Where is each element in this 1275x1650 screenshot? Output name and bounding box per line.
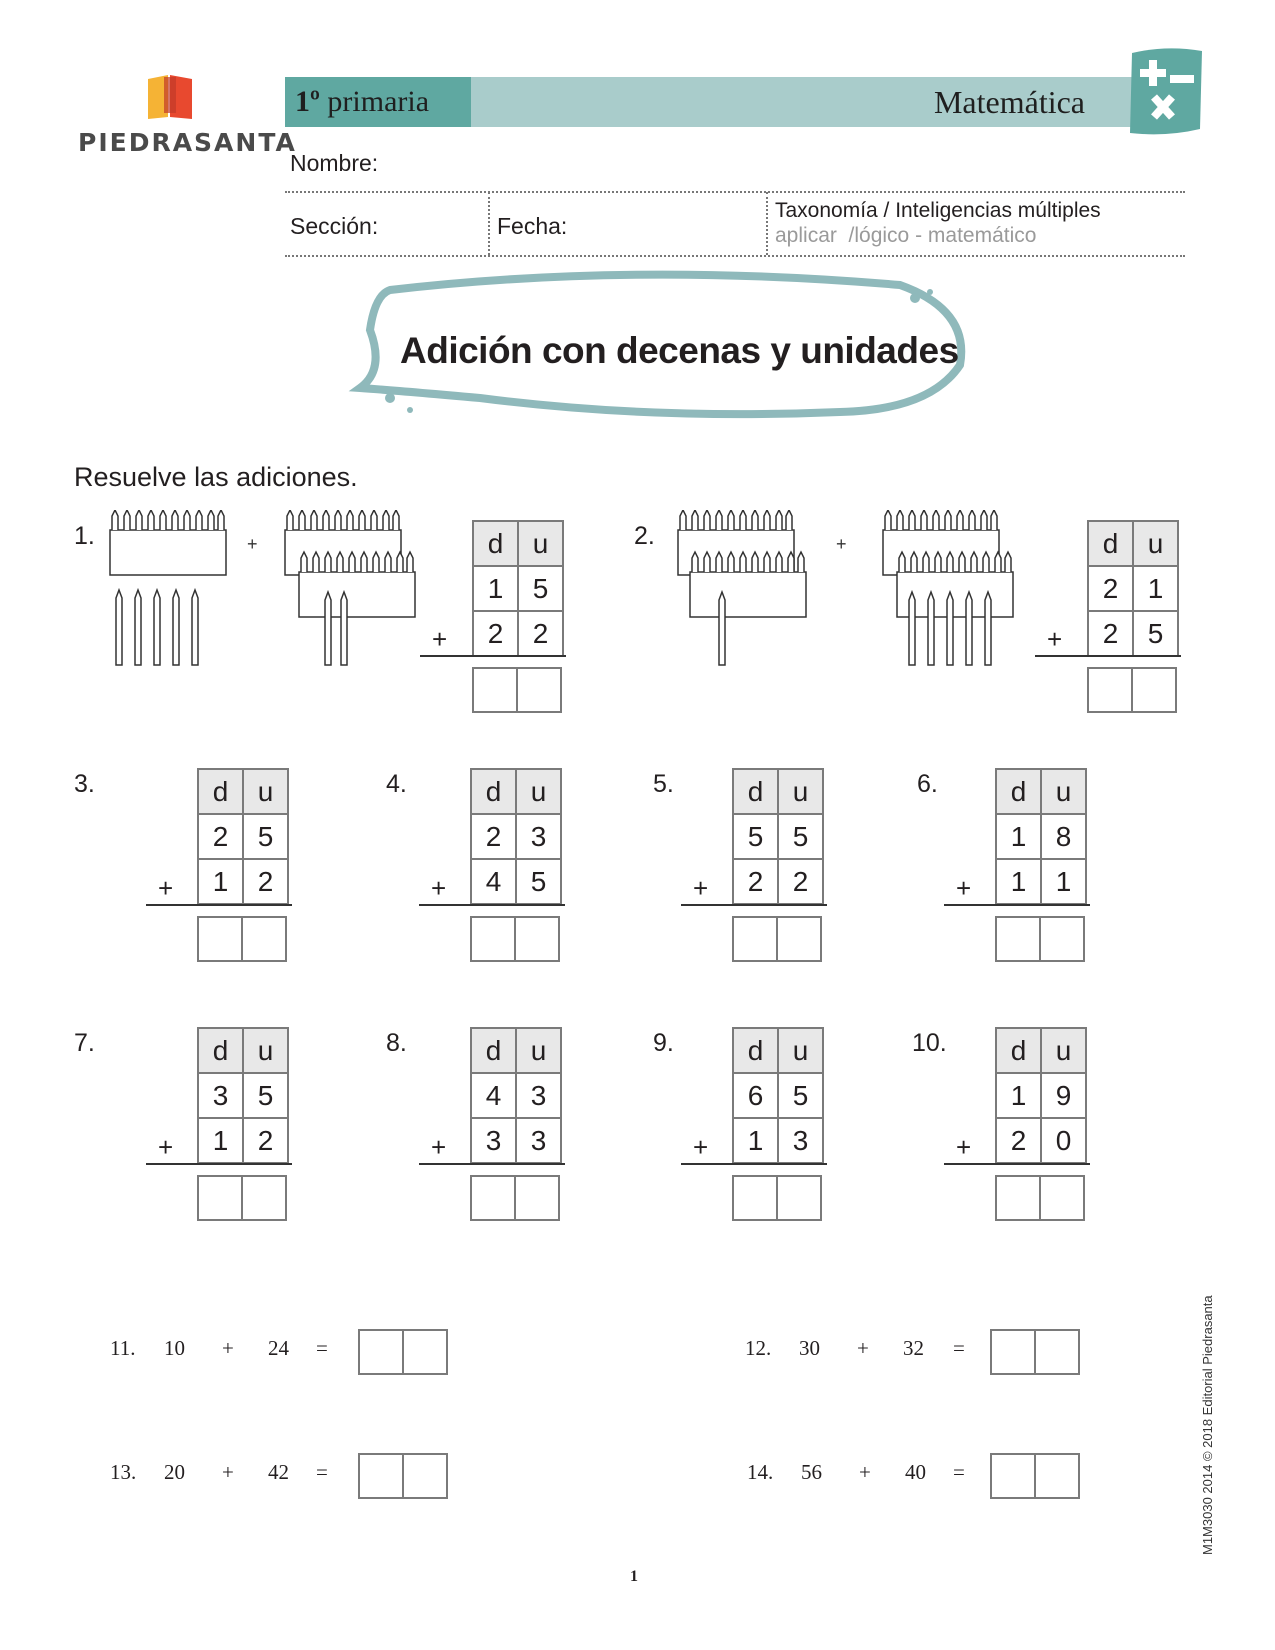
answer-boxes	[990, 1329, 1078, 1375]
du-table	[470, 1027, 562, 1164]
digit: 1	[473, 566, 518, 611]
answer-decenas-box[interactable]	[995, 916, 1041, 962]
fecha-field[interactable]: Fecha:	[497, 213, 568, 239]
answer-boxes	[732, 916, 820, 962]
sum-line	[419, 1163, 565, 1165]
answer-decenas-box[interactable]	[197, 916, 243, 962]
exercise-number: 4.	[386, 770, 407, 798]
digit: 2	[243, 859, 288, 904]
addend: 10	[164, 1336, 185, 1360]
decenas-header: d	[471, 1028, 516, 1073]
sum-line	[146, 904, 292, 906]
answer-decenas-box[interactable]	[472, 667, 518, 713]
digit: 2	[471, 814, 516, 859]
plus-sign: +	[857, 1336, 869, 1360]
du-table	[995, 768, 1087, 905]
crayon-tens-illustration	[676, 510, 1016, 670]
digit: 1	[996, 859, 1041, 904]
unidades-header: u	[518, 521, 563, 566]
unidades-header: u	[516, 769, 561, 814]
digit: 1	[1041, 859, 1086, 904]
digit: 3	[516, 1118, 561, 1163]
digit: 2	[473, 611, 518, 656]
answer-decenas-box[interactable]	[990, 1329, 1036, 1375]
answer-boxes	[358, 1329, 446, 1375]
digit: 4	[471, 859, 516, 904]
answer-unidades-box[interactable]	[1034, 1329, 1080, 1375]
answer-unidades-box[interactable]	[516, 667, 562, 713]
digit: 8	[1041, 814, 1086, 859]
copyright-side-text: M1M3030 2014 © 2018 Editorial Piedrasanta	[1200, 1295, 1215, 1555]
answer-unidades-box[interactable]	[1039, 916, 1085, 962]
digit: 5	[1133, 611, 1178, 656]
divider	[766, 192, 768, 255]
sum-line	[681, 904, 827, 906]
answer-boxes	[990, 1453, 1078, 1499]
answer-unidades-box[interactable]	[776, 1175, 822, 1221]
exercise-number: 10.	[912, 1029, 947, 1057]
answer-decenas-box[interactable]	[470, 916, 516, 962]
page-number: 1	[630, 1568, 638, 1585]
answer-boxes	[358, 1453, 446, 1499]
crayon-tens-illustration	[108, 510, 418, 670]
digit: 3	[198, 1073, 243, 1118]
answer-unidades-box[interactable]	[1131, 667, 1177, 713]
digit: 5	[243, 1073, 288, 1118]
unidades-header: u	[243, 1028, 288, 1073]
digit: 3	[516, 814, 561, 859]
taxonomia-label: Taxonomía / Inteligencias múltiples	[775, 199, 1101, 222]
du-table	[1087, 520, 1179, 657]
answer-decenas-box[interactable]	[197, 1175, 243, 1221]
addend: 42	[268, 1460, 289, 1484]
unidades-header: u	[1041, 769, 1086, 814]
decenas-header: d	[198, 769, 243, 814]
answer-unidades-box[interactable]	[514, 916, 560, 962]
plus-sign: +	[1047, 624, 1063, 654]
plus-sign: +	[431, 1132, 447, 1162]
answer-boxes	[197, 916, 285, 962]
digit: 1	[198, 1118, 243, 1163]
decenas-header: d	[996, 769, 1041, 814]
taxonomia-value: aplicar /lógico - matemático	[775, 224, 1037, 247]
du-table	[197, 1027, 289, 1164]
exercise-number: 2.	[634, 522, 655, 550]
plus-sign: +	[956, 873, 972, 903]
divider	[285, 191, 1185, 193]
digit: 9	[1041, 1073, 1086, 1118]
digit: 3	[516, 1073, 561, 1118]
answer-boxes	[1087, 667, 1175, 713]
answer-decenas-box[interactable]	[732, 1175, 778, 1221]
digit: 2	[198, 814, 243, 859]
exercise-number: 12.	[745, 1336, 772, 1360]
plus-sign: +	[158, 873, 174, 903]
answer-decenas-box[interactable]	[358, 1453, 404, 1499]
answer-unidades-box[interactable]	[514, 1175, 560, 1221]
decenas-header: d	[198, 1028, 243, 1073]
digit: 2	[518, 611, 563, 656]
unidades-header: u	[1133, 521, 1178, 566]
digit: 1	[996, 814, 1041, 859]
page-title: Adición con decenas y unidades	[400, 330, 959, 371]
digit: 2	[996, 1118, 1041, 1163]
digit: 5	[516, 859, 561, 904]
grade-label: 1º primaria	[285, 77, 471, 127]
du-table	[732, 1027, 824, 1164]
divider	[488, 192, 490, 255]
svg-text:+: +	[836, 534, 847, 554]
answer-unidades-box[interactable]	[402, 1329, 448, 1375]
sum-line	[419, 904, 565, 906]
addend: 56	[801, 1460, 822, 1484]
sum-line	[944, 904, 1090, 906]
digit: 5	[243, 814, 288, 859]
equals-sign: =	[316, 1336, 328, 1360]
answer-boxes	[472, 667, 560, 713]
unidades-header: u	[516, 1028, 561, 1073]
exercise-number: 14.	[747, 1460, 774, 1484]
unidades-header: u	[778, 1028, 823, 1073]
digit: 5	[778, 1073, 823, 1118]
answer-boxes	[732, 1175, 820, 1221]
plus-sign: +	[222, 1336, 234, 1360]
answer-boxes	[470, 1175, 558, 1221]
unidades-header: u	[243, 769, 288, 814]
digit: 2	[243, 1118, 288, 1163]
du-table	[732, 768, 824, 905]
addend: 40	[905, 1460, 926, 1484]
unidades-header: u	[778, 769, 823, 814]
digit: 2	[1088, 611, 1133, 656]
digit: 1	[198, 859, 243, 904]
digit: 1	[733, 1118, 778, 1163]
plus-sign: +	[431, 873, 447, 903]
sum-line	[1035, 655, 1181, 657]
answer-unidades-box[interactable]	[1039, 1175, 1085, 1221]
answer-boxes	[995, 1175, 1083, 1221]
exercise-number: 13.	[110, 1460, 137, 1484]
answer-unidades-box[interactable]	[241, 916, 287, 962]
du-table	[197, 768, 289, 905]
answer-unidades-box[interactable]	[402, 1453, 448, 1499]
digit: 3	[778, 1118, 823, 1163]
exercise-number: 11.	[110, 1336, 136, 1360]
plus-sign: +	[956, 1132, 972, 1162]
decenas-header: d	[471, 769, 516, 814]
sum-line	[420, 655, 566, 657]
unidades-header: u	[1041, 1028, 1086, 1073]
decenas-header: d	[996, 1028, 1041, 1073]
exercise-number: 8.	[386, 1029, 407, 1057]
digit: 4	[471, 1073, 516, 1118]
digit: 2	[778, 859, 823, 904]
answer-boxes	[197, 1175, 285, 1221]
book-logo-icon	[146, 73, 194, 121]
answer-decenas-box[interactable]	[990, 1453, 1036, 1499]
sum-line	[681, 1163, 827, 1165]
exercise-number: 3.	[74, 770, 95, 798]
subject-title: Matemática	[933, 84, 1085, 120]
digit: 2	[733, 859, 778, 904]
plus-sign: +	[693, 873, 709, 903]
plus-sign: +	[859, 1460, 871, 1484]
du-table	[472, 520, 564, 657]
digit: 5	[778, 814, 823, 859]
divider	[285, 255, 1185, 257]
decenas-header: d	[733, 1028, 778, 1073]
addend: 32	[903, 1336, 924, 1360]
answer-unidades-box[interactable]	[241, 1175, 287, 1221]
digit: 5	[518, 566, 563, 611]
decenas-header: d	[473, 521, 518, 566]
brand-name: PIEDRASANTA	[78, 128, 297, 157]
exercise-number: 5.	[653, 770, 674, 798]
addend: 30	[799, 1336, 820, 1360]
answer-decenas-box[interactable]	[358, 1329, 404, 1375]
answer-decenas-box[interactable]	[1087, 667, 1133, 713]
nombre-field[interactable]: Nombre:	[290, 150, 379, 176]
plus-sign: +	[158, 1132, 174, 1162]
answer-decenas-box[interactable]	[995, 1175, 1041, 1221]
equals-sign: =	[953, 1336, 965, 1360]
equals-sign: =	[316, 1460, 328, 1484]
digit: 1	[996, 1073, 1041, 1118]
exercise-number: 1.	[74, 522, 95, 550]
decenas-header: d	[1088, 521, 1133, 566]
sum-line	[944, 1163, 1090, 1165]
exercise-number: 6.	[917, 770, 938, 798]
svg-text:+: +	[247, 534, 258, 554]
digit: 2	[1088, 566, 1133, 611]
sum-line	[146, 1163, 292, 1165]
plus-sign: +	[222, 1460, 234, 1484]
answer-unidades-box[interactable]	[1034, 1453, 1080, 1499]
equals-sign: =	[953, 1460, 965, 1484]
digit: 3	[471, 1118, 516, 1163]
du-table	[470, 768, 562, 905]
decenas-header: d	[733, 769, 778, 814]
addend: 24	[268, 1336, 289, 1360]
addend: 20	[164, 1460, 185, 1484]
digit: 0	[1041, 1118, 1086, 1163]
instruction: Resuelve las adiciones.	[74, 462, 358, 492]
answer-unidades-box[interactable]	[776, 916, 822, 962]
digit: 5	[733, 814, 778, 859]
digit: 1	[1133, 566, 1178, 611]
plus-sign: +	[432, 624, 448, 654]
exercise-number: 7.	[74, 1029, 95, 1057]
seccion-field[interactable]: Sección:	[290, 213, 379, 239]
du-table	[995, 1027, 1087, 1164]
answer-decenas-box[interactable]	[732, 916, 778, 962]
plus-sign: +	[693, 1132, 709, 1162]
exercise-number: 9.	[653, 1029, 674, 1057]
answer-boxes	[995, 916, 1083, 962]
math-operations-icon	[1126, 45, 1206, 140]
answer-decenas-box[interactable]	[470, 1175, 516, 1221]
answer-boxes	[470, 916, 558, 962]
digit: 6	[733, 1073, 778, 1118]
